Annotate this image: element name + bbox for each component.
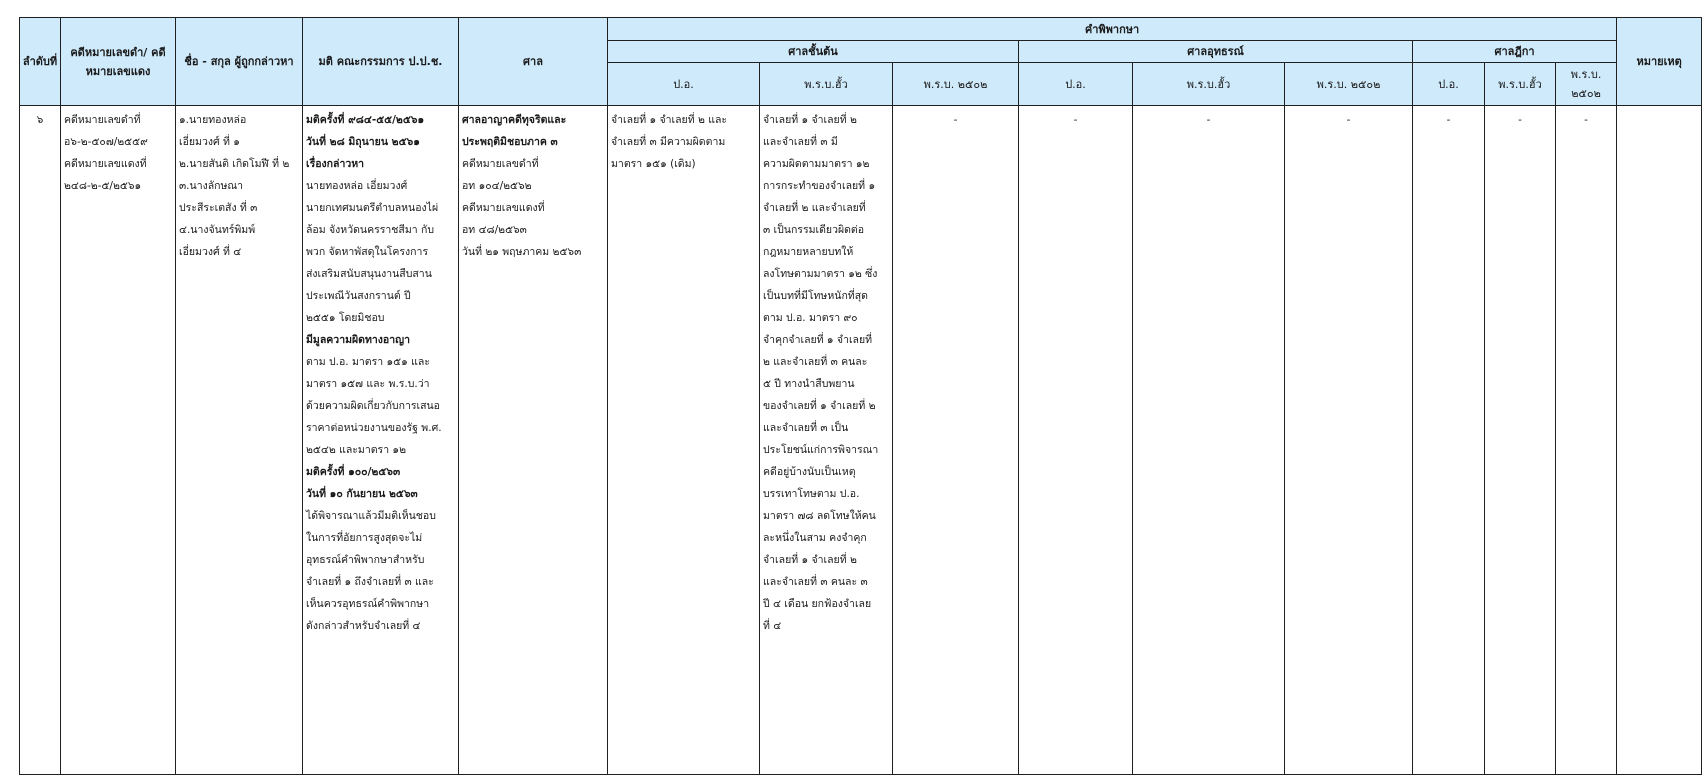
text-line: และจำเลยที่ ๓ มี (763, 136, 838, 148)
text-line: ตาม ป.อ. มาตรา ๙๐ (763, 312, 858, 324)
text-line: และจำเลยที่ ๓ เป็น (763, 422, 849, 434)
text-line: คดีหมายเลขดำที่ (462, 158, 539, 170)
text-line: เป็นบทที่มีโทษหนักที่สุด (763, 290, 868, 302)
text-line: มติครั้งที่ ๑๐๐/๒๕๖๓ (306, 466, 401, 478)
text-line: ๕ ปี ทางนำสืบพยาน (763, 378, 855, 390)
text-line: เรื่องกล่าวหา (306, 158, 365, 170)
text-line: ราคาต่อหน่วยงานของรัฐ พ.ศ. (306, 422, 442, 434)
text-line: ที่ ๔ (763, 620, 782, 632)
text-line: มาตรา ๗๘ ลดโทษให้คน (763, 510, 876, 522)
text-line: อ๖-๒-๕๐๗/๒๕๕๙ (64, 136, 148, 148)
text-line: บรรเทาโทษตาม ป.อ. (763, 488, 860, 500)
text-line: ตาม ป.อ. มาตรา ๑๕๑ และ (306, 356, 430, 368)
cell-remarks (1617, 106, 1702, 775)
text-line: ประสีระเตสัง ที่ ๓ (179, 202, 258, 214)
col-header-appeal-hua: พ.ร.บ.ฮั้ว (1133, 63, 1285, 106)
text-line: ๓.นางลักษณา (179, 180, 244, 192)
col-header-first-2502: พ.ร.บ. ๒๕๐๒ (893, 63, 1019, 106)
text-line: คดีหมายเลขดำที่ (64, 114, 141, 126)
text-line: จำเลยที่ ๒ และจำเลยที่ (763, 202, 866, 214)
text-line: มีมูลความผิดทางอาญา (306, 334, 410, 346)
text-line: ๒๔๘-๒-๕/๒๕๖๑ (64, 180, 142, 192)
text-line: วันที่ ๒๘ มิถุนายน ๒๕๖๑ (306, 136, 420, 148)
text-line: และจำเลยที่ ๓ คนละ ๓ (763, 576, 868, 588)
text-line: คดีอยู่บ้างนับเป็นเหตุ (763, 466, 856, 478)
text-line: ศาลอาญาคดีทุจริตและ (462, 114, 567, 126)
text-line: จำเลยที่ ๑ จำเลยที่ ๒ (763, 114, 857, 126)
text-line: ในการที่อัยการสูงสุดจะไม่ (306, 532, 423, 544)
text-line: เอี่ยมวงศ์ ที่ ๔ (179, 246, 242, 258)
text-line: อท ๔๘/๒๕๖๓ (462, 224, 527, 236)
col-header-accused: ชื่อ - สกุล ผู้ถูกกล่าวหา (176, 18, 303, 106)
col-header-first-po: ป.อ. (608, 63, 760, 106)
cell-supreme-po: - (1413, 106, 1485, 775)
judgment-table-sheet (19, 17, 1682, 777)
text-line: ละหนึ่งในสาม คงจำคุก (763, 532, 867, 544)
cell-court (459, 106, 608, 775)
col-header-supreme-po: ป.อ. (1413, 63, 1485, 106)
col-header-court: ศาล (459, 18, 608, 106)
cell-appeal-po: - (1019, 106, 1133, 775)
cell-supreme-hua: - (1485, 106, 1556, 775)
text-line: คดีหมายเลขแดงที่ (462, 202, 545, 214)
text-line: เห็นควรอุทธรณ์คำพิพากษา (306, 598, 430, 610)
table-row (20, 106, 1702, 775)
text-line: นายกเทศมนตรีตำบลหนองไผ่ (306, 202, 439, 214)
text-line: ความผิดตามมาตรา ๑๒ (763, 158, 870, 170)
col-header-appeal: ศาลอุทธรณ์ (1019, 41, 1413, 63)
text-line: วันที่ ๒๑ พฤษภาคม ๒๕๖๓ (462, 246, 582, 258)
text-line: ประโยชน์แก่การพิจารณา (763, 444, 879, 456)
text-line: มาตรา ๑๕๗ และ พ.ร.บ.ว่า (306, 378, 430, 390)
text-line: ๑.นายทองหล่อ (179, 114, 247, 126)
col-header-case-number: คดีหมายเลขดำ/ คดีหมายเลขแดง (61, 18, 176, 106)
cell-first-2502: - (893, 106, 1019, 775)
text-line: มติครั้งที่ ๙๘๔-๕๕/๒๕๖๑ (306, 114, 425, 126)
cell-first-po (608, 106, 760, 775)
text-line: ด้วยความผิดเกี่ยวกับการเสนอ (306, 400, 440, 412)
text-line: ลงโทษตามมาตรา ๑๒ ซึ่ง (763, 268, 878, 280)
col-header-first-instance: ศาลชั้นต้น (608, 41, 1019, 63)
judgment-table (19, 17, 1702, 775)
text-line: วันที่ ๑๐ กันยายน ๒๕๖๓ (306, 488, 418, 500)
text-line: ๒.นายสันติ เกิดโมฬี ที่ ๒ (179, 158, 290, 170)
text-line: ๒๕๕๑ โดยมิชอบ (306, 312, 385, 324)
text-line: การกระทำของจำเลยที่ ๑ (763, 180, 876, 192)
cell-appeal-hua: - (1133, 106, 1285, 775)
col-header-appeal-2502: พ.ร.บ. ๒๕๐๒ (1285, 63, 1413, 106)
text-line: ปี ๔ เดือน ยกฟ้องจำเลย (763, 598, 872, 610)
col-header-supreme-hua: พ.ร.บ.ฮั้ว (1485, 63, 1556, 106)
cell-case-number (61, 106, 176, 775)
cell-accused (176, 106, 303, 775)
cell-appeal-2502: - (1285, 106, 1413, 775)
text-line: ๓ เป็นกรรมเดียวผิดต่อ (763, 224, 865, 236)
cell-resolution (303, 106, 459, 775)
col-header-no: ลำดับที่ (20, 18, 61, 106)
text-line: พวก จัดหาพัสดุในโครงการ (306, 246, 429, 258)
col-header-remarks: หมายเหตุ (1617, 18, 1702, 106)
cell-supreme-2502: - (1556, 106, 1617, 775)
text-line: ได้พิจารณาแล้วมีมติเห็นชอบ (306, 510, 436, 522)
col-header-supreme-2502: พ.ร.บ. ๒๕๐๒ (1556, 63, 1617, 106)
header-row-1 (20, 18, 1702, 41)
col-header-first-hua: พ.ร.บ.ฮั้ว (760, 63, 893, 106)
text-line: นายทองหล่อ เอี่ยมวงศ์ (306, 180, 408, 192)
col-header-judgment: คำพิพากษา (608, 18, 1617, 41)
text-line: ของจำเลยที่ ๑ จำเลยที่ ๒ (763, 400, 876, 412)
text-line: ๒๕๔๒ และมาตรา ๑๒ (306, 444, 407, 456)
col-header-supreme: ศาลฎีกา (1413, 41, 1617, 63)
text-line: จำเลยที่ ๓ มีความผิดตาม (611, 136, 726, 148)
cell-no: ๖ (20, 106, 61, 775)
text-line: อท ๑๐๔/๒๕๖๒ (462, 180, 532, 192)
text-line: มาตรา ๑๕๑ (เดิม) (611, 158, 696, 170)
text-line: เอี่ยมวงศ์ ที่ ๑ (179, 136, 240, 148)
text-line: จำเลยที่ ๑ จำเลยที่ ๒ (763, 554, 857, 566)
text-line: จำเลยที่ ๑ ถึงจำเลยที่ ๓ และ (306, 576, 434, 588)
text-line: ประพฤติมิชอบภาค ๓ (462, 136, 558, 148)
text-line: ดังกล่าวสำหรับจำเลยที่ ๔ (306, 620, 421, 632)
text-line: จำเลยที่ ๑ จำเลยที่ ๒ และ (611, 114, 728, 126)
text-line: คดีหมายเลขแดงที่ (64, 158, 147, 170)
text-line: จำคุกจำเลยที่ ๑ จำเลยที่ (763, 334, 873, 346)
text-line: ๔.นางจันทร์พิมพ์ (179, 224, 256, 236)
text-line: ล้อม จังหวัดนครราชสีมา กับ (306, 224, 435, 236)
col-header-resolution: มติ คณะกรรมการ ป.ป.ช. (303, 18, 459, 106)
text-line: อุทธรณ์คำพิพากษาสำหรับ (306, 554, 425, 566)
text-line: ๒ และจำเลยที่ ๓ คนละ (763, 356, 868, 368)
cell-first-hua (760, 106, 893, 775)
col-header-appeal-po: ป.อ. (1019, 63, 1133, 106)
text-line: กฎหมายหลายบทให้ (763, 246, 854, 258)
text-line: ประเพณีวันสงกรานต์ ปี (306, 290, 411, 302)
text-line: ส่งเสริมสนับสนุนงานสืบสาน (306, 268, 432, 280)
